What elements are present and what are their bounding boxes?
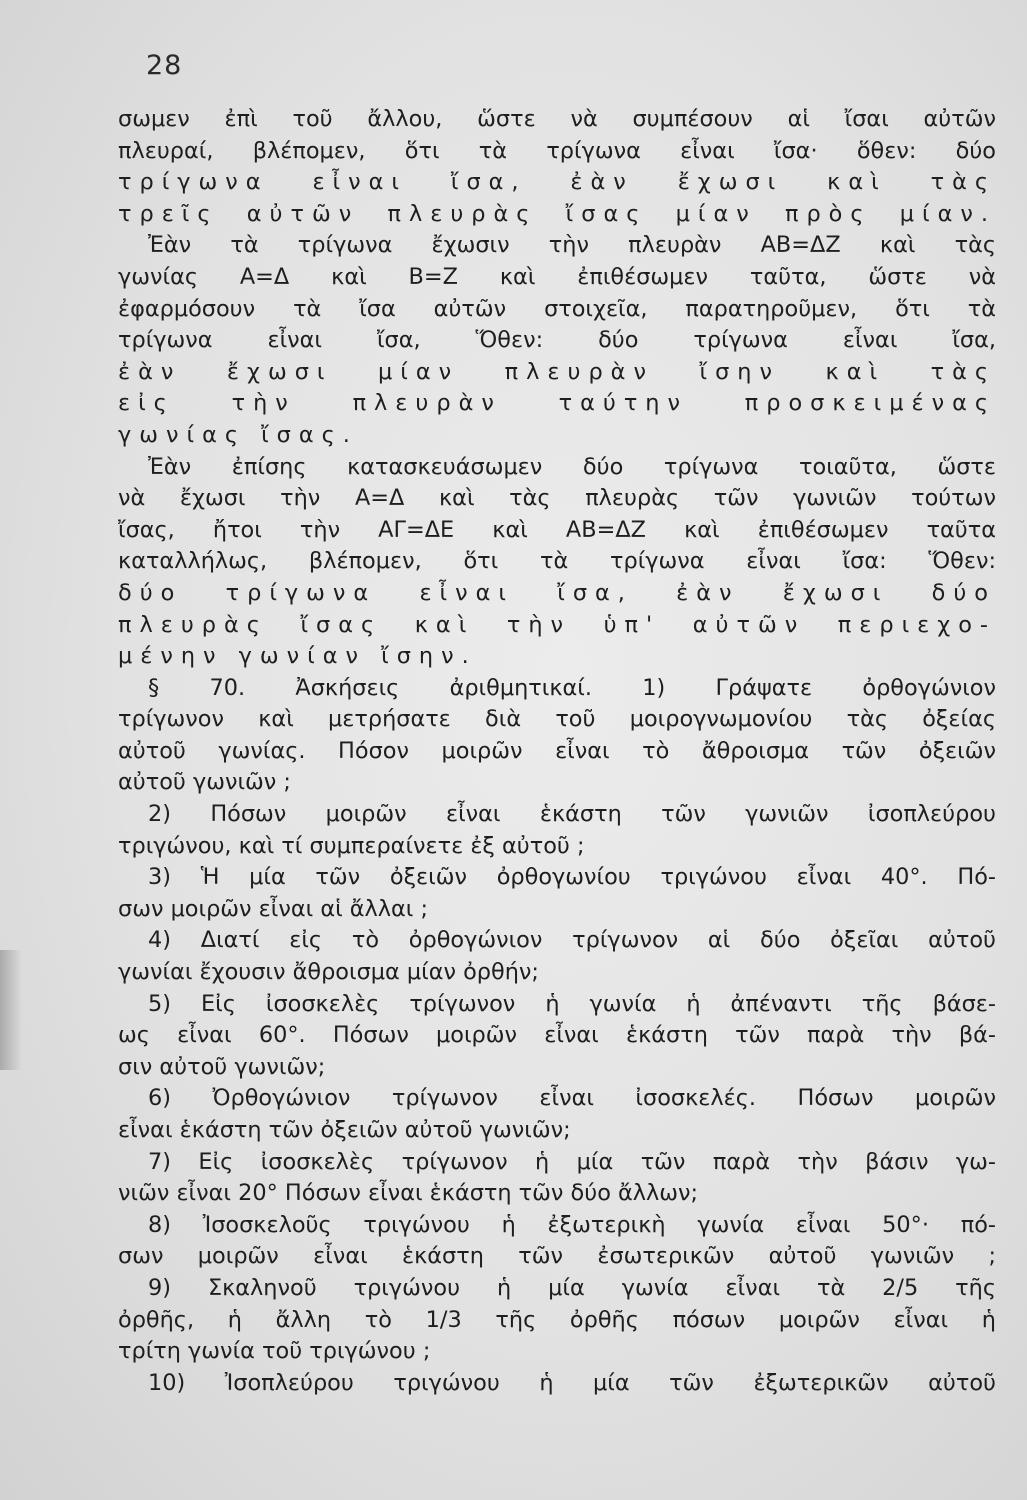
text-line: γωνίας ἴσας. bbox=[118, 421, 358, 448]
text-line: τριγώνου, καὶ τί συμπεραίνετε ἐξ αὐτοῦ ; bbox=[118, 832, 585, 859]
text-line: τρίγωνον καὶ μετρήσατε διὰ τοῦ μοιρογνωμονίου τὰς ὀξείας bbox=[118, 706, 996, 733]
text-line: 10) Ἰσοπλεύρου τριγώνου ἡ μία τῶν ἐξωτερικῶν αὐτοῦ bbox=[148, 1369, 996, 1396]
page-body-text bbox=[118, 104, 996, 1399]
text-line: Ἐὰν τὰ τρίγωνα ἔχωσιν τὴν πλευρὰν ΑΒ=ΔΖ καὶ τὰς bbox=[148, 232, 996, 259]
text-line: γωνίαι ἔχουσιν ἄθροισμα μίαν ὀρθήν; bbox=[118, 959, 539, 986]
text-line: 3) Ἡ μία τῶν ὀξειῶν ὀρθογωνίου τριγώνου εἶναι 40°. Πό- bbox=[148, 864, 996, 891]
text-line: ἴσας, ἤτοι τὴν ΑΓ=ΔΕ καὶ ΑΒ=ΔΖ καὶ ἐπιθέσωμεν ταῦτα bbox=[118, 516, 996, 543]
text-line: τρεῖς αὐτῶν πλευρὰς ἴσας μίαν πρὸς μίαν. bbox=[118, 200, 996, 227]
text-line: ὀρθῆς, ἡ ἄλλη τὸ 1/3 τῆς ὀρθῆς πόσων μοιρῶν εἶναι ἡ bbox=[118, 1306, 996, 1333]
text-line: εἰς τὴν πλευρὰν ταύτην προσκειμένας bbox=[118, 390, 996, 417]
text-line: σων μοιρῶν εἶναι αἱ ἄλλαι ; bbox=[118, 895, 429, 922]
page-number: 28 bbox=[146, 50, 183, 81]
text-line: ἐὰν ἔχωσι μίαν πλευρὰν ἴσην καὶ τὰς bbox=[118, 358, 996, 385]
text-line: πλευραί, βλέπομεν, ὅτι τὰ τρίγωνα εἶναι ἴσα· ὅθεν: δύο bbox=[118, 137, 996, 164]
text-line: § 70. Ἀσκήσεις ἀριθμητικαί. 1) Γράψατε ὀρθογώνιον bbox=[148, 674, 996, 701]
text-line: νιῶν εἶναι 20° Πόσων εἶναι ἑκάστη τῶν δύο ἄλλων; bbox=[118, 1180, 699, 1207]
text-line: 9) Σκαληνοῦ τριγώνου ἡ μία γωνία εἶναι τὰ 2/5 τῆς bbox=[148, 1274, 996, 1301]
text-line: μένην γωνίαν ἴσην. bbox=[118, 643, 477, 670]
text-line: τρίτη γωνία τοῦ τριγώνου ; bbox=[118, 1338, 431, 1365]
text-line: 8) Ἰσοσκελοῦς τριγώνου ἡ ἐξωτερικὴ γωνία εἶναι 50°· πό- bbox=[148, 1211, 996, 1238]
text-line: 5) Εἰς ἰσοσκελὲς τρίγωνον ἡ γωνία ἡ ἀπέναντι τῆς βάσε- bbox=[148, 990, 996, 1017]
text-line: 7) Εἰς ἰσοσκελὲς τρίγωνον ἡ μία τῶν παρὰ τὴν βάσιν γω- bbox=[148, 1148, 996, 1175]
text-line: δύο τρίγωνα εἶναι ἴσα, ἐὰν ἔχωσι δύο bbox=[118, 579, 996, 606]
binding-shadow bbox=[0, 950, 22, 1070]
text-line: γωνίας Α=Δ καὶ Β=Ζ καὶ ἐπιθέσωμεν ταῦτα, ὥστε νὰ bbox=[118, 263, 996, 290]
text-line: 2) Πόσων μοιρῶν εἶναι ἑκάστη τῶν γωνιῶν ἰσοπλεύρου bbox=[148, 801, 996, 828]
text-line: νὰ ἔχωσι τὴν Α=Δ καὶ τὰς πλευρὰς τῶν γωνιῶν τούτων bbox=[118, 485, 996, 512]
text-line: σωμεν ἐπὶ τοῦ ἄλλου, ὥστε νὰ συμπέσουν αἱ ἴσαι αὐτῶν bbox=[118, 106, 996, 132]
text-line: αὐτοῦ γωνιῶν ; bbox=[118, 769, 291, 796]
text-line: πλευρὰς ἴσας καὶ τὴν ὑπ' αὐτῶν περιεχο- bbox=[118, 611, 996, 638]
text-line: σων μοιρῶν εἶναι ἑκάστη τῶν ἐσωτερικῶν αὐτοῦ γωνιῶν ; bbox=[118, 1243, 996, 1270]
text-line: τρίγωνα εἶναι ἴσα, Ὅθεν: δύο τρίγωνα εἶναι ἴσα, bbox=[118, 327, 996, 354]
text-line: ως εἶναι 60°. Πόσων μοιρῶν εἶναι ἑκάστη τῶν παρὰ τὴν βά- bbox=[118, 1022, 996, 1049]
text-line: τρίγωνα εἶναι ἴσα, ἐὰν ἔχωσι καὶ τὰς bbox=[118, 169, 996, 196]
text-line: αὐτοῦ γωνίας. Πόσον μοιρῶν εἶναι τὸ ἄθροισμα τῶν ὀξειῶν bbox=[118, 737, 996, 764]
text-line: Ἐὰν ἐπίσης κατασκευάσωμεν δύο τρίγωνα τοιαῦτα, ὥστε bbox=[148, 453, 996, 480]
text-line: 6) Ὀρθογώνιον τρίγωνον εἶναι ἰσοσκελές. Πόσων μοιρῶν bbox=[148, 1085, 996, 1112]
text-line: ἐφαρμόσουν τὰ ἴσα αὐτῶν στοιχεῖα, παρατηροῦμεν, ὅτι τὰ bbox=[118, 295, 996, 322]
text-line: σιν αὐτοῦ γωνιῶν; bbox=[118, 1053, 326, 1080]
text-line: 4) Διατί εἰς τὸ ὀρθογώνιον τρίγωνον αἱ δύο ὀξεῖαι αὐτοῦ bbox=[148, 927, 996, 954]
text-line: καταλλήλως, βλέπομεν, ὅτι τὰ τρίγωνα εἶναι ἴσα: Ὅθεν: bbox=[118, 548, 996, 575]
text-line: εἶναι ἑκάστη τῶν ὀξειῶν αὐτοῦ γωνιῶν; bbox=[118, 1117, 571, 1143]
